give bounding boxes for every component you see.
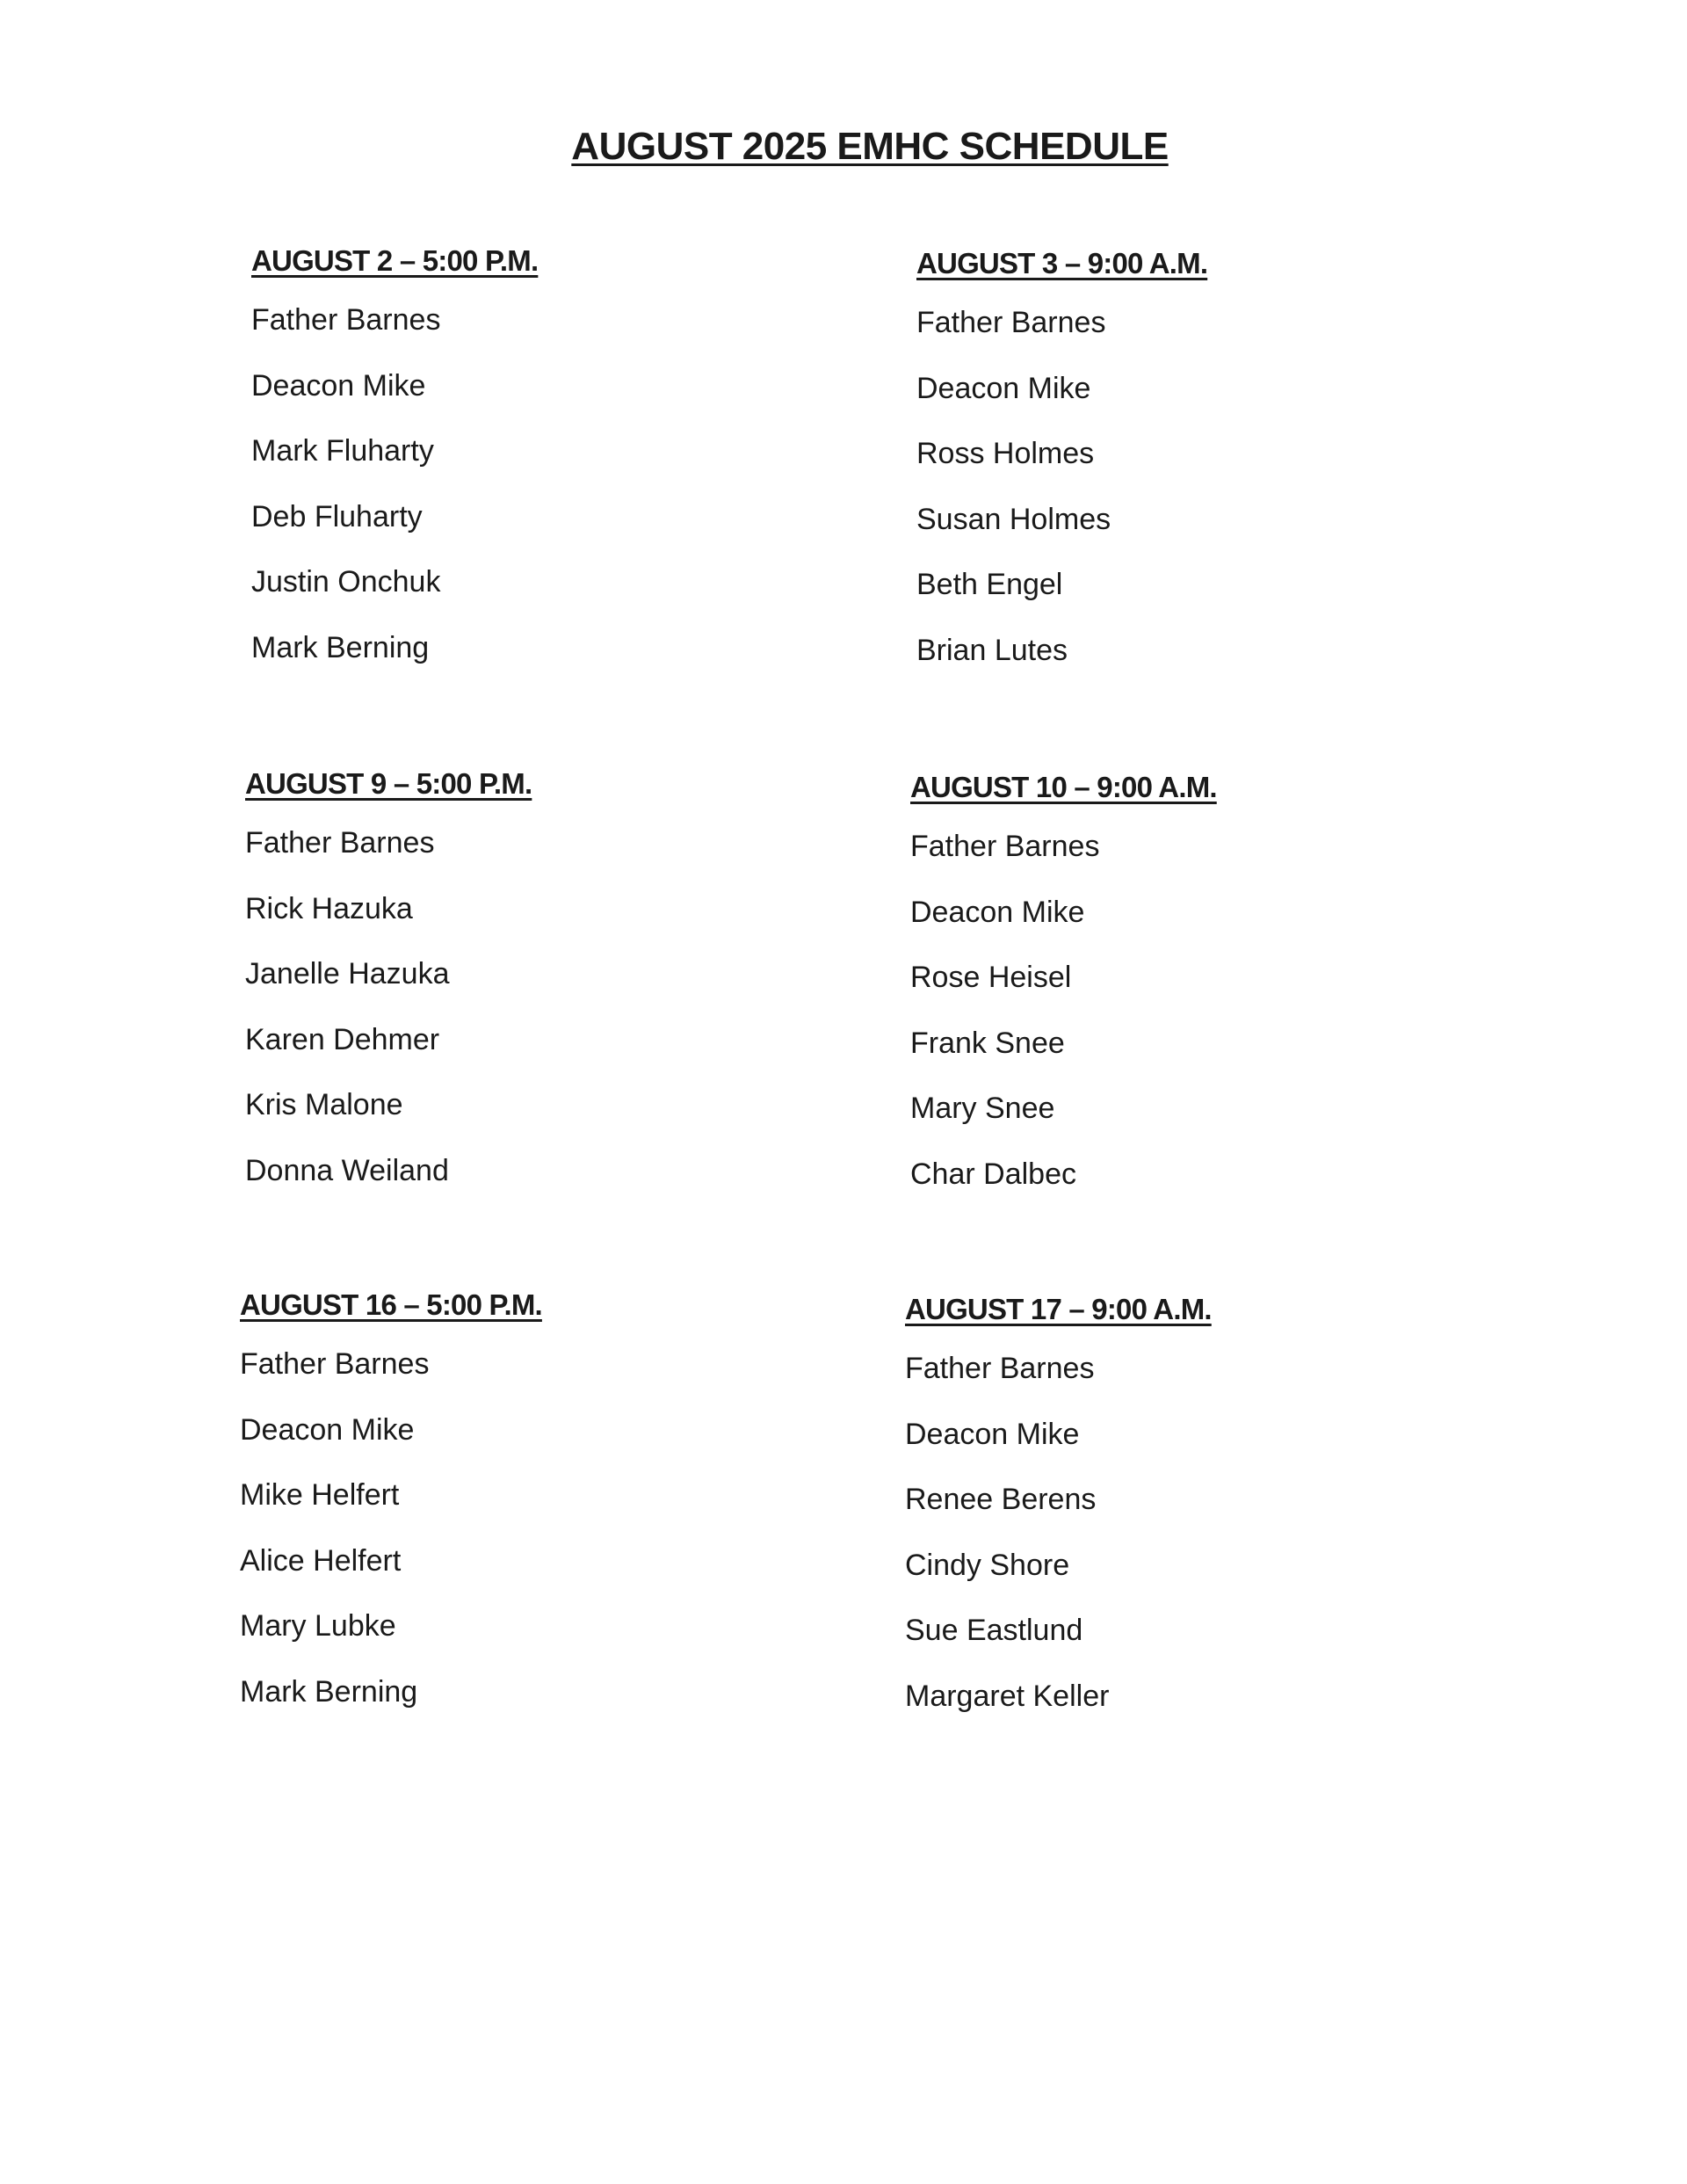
list-item: Susan Holmes bbox=[916, 502, 1111, 536]
schedule-block-aug-17 bbox=[905, 1289, 1520, 1744]
schedule-heading: AUGUST 2 – 5:00 P.M. bbox=[251, 244, 539, 277]
list-item: Deacon Mike bbox=[905, 1417, 1080, 1451]
schedule-block-aug-10 bbox=[910, 767, 1525, 1222]
schedule-heading: AUGUST 10 – 9:00 A.M. bbox=[910, 771, 1217, 803]
schedule-heading: AUGUST 9 – 5:00 P.M. bbox=[245, 767, 532, 800]
list-item: Mark Berning bbox=[251, 630, 430, 664]
list-item: Father Barnes bbox=[251, 303, 441, 337]
list-item: Father Barnes bbox=[916, 306, 1106, 339]
name-list bbox=[905, 1351, 1520, 1744]
name-list bbox=[240, 1346, 855, 1739]
schedule-block-aug-16 bbox=[240, 1285, 855, 1739]
list-item: Char Dalbec bbox=[910, 1157, 1076, 1191]
list-item: Ross Holmes bbox=[916, 437, 1095, 470]
list-item: Father Barnes bbox=[910, 830, 1100, 863]
list-item: Alice Helfert bbox=[240, 1543, 402, 1578]
list-item: Cindy Shore bbox=[905, 1548, 1070, 1582]
list-item: Deacon Mike bbox=[916, 371, 1091, 405]
schedule-block-aug-9 bbox=[245, 764, 860, 1218]
list-item: Father Barnes bbox=[240, 1347, 430, 1381]
schedule-block-aug-3 bbox=[916, 243, 1531, 698]
list-item: Sue Eastlund bbox=[905, 1614, 1083, 1647]
name-list bbox=[251, 302, 866, 695]
name-list bbox=[910, 829, 1525, 1222]
name-list bbox=[916, 305, 1531, 698]
name-list bbox=[245, 825, 860, 1218]
list-item: Brian Lutes bbox=[916, 633, 1068, 667]
list-item: Mike Helfert bbox=[240, 1478, 400, 1512]
page-title: AUGUST 2025 EMHC SCHEDULE bbox=[571, 125, 1169, 168]
list-item: Beth Engel bbox=[916, 568, 1063, 601]
list-item: Margaret Keller bbox=[905, 1679, 1110, 1713]
list-item: Renee Berens bbox=[905, 1483, 1097, 1516]
list-item: Father Barnes bbox=[245, 826, 435, 860]
schedule-block-aug-2 bbox=[251, 241, 866, 695]
schedule-heading: AUGUST 16 – 5:00 P.M. bbox=[240, 1288, 542, 1321]
list-item: Frank Snee bbox=[910, 1026, 1065, 1060]
list-item: Deacon Mike bbox=[910, 895, 1085, 929]
list-item: Karen Dehmer bbox=[245, 1022, 440, 1056]
list-item: Deb Fluharty bbox=[251, 499, 423, 533]
list-item: Mark Fluharty bbox=[251, 434, 434, 468]
list-item: Janelle Hazuka bbox=[245, 957, 450, 990]
list-item: Mark Berning bbox=[240, 1674, 418, 1709]
list-item: Mary Lubke bbox=[240, 1609, 396, 1643]
list-item: Deacon Mike bbox=[251, 368, 426, 403]
schedule-heading: AUGUST 3 – 9:00 A.M. bbox=[916, 247, 1208, 279]
schedule-heading: AUGUST 17 – 9:00 A.M. bbox=[905, 1293, 1212, 1325]
list-item: Donna Weiland bbox=[245, 1153, 449, 1187]
list-item: Father Barnes bbox=[905, 1352, 1095, 1385]
list-item: Kris Malone bbox=[245, 1088, 403, 1121]
list-item: Mary Snee bbox=[910, 1092, 1055, 1125]
list-item: Rose Heisel bbox=[910, 961, 1072, 994]
list-item: Justin Onchuk bbox=[251, 565, 441, 599]
list-item: Deacon Mike bbox=[240, 1412, 415, 1447]
list-item: Rick Hazuka bbox=[245, 891, 413, 925]
